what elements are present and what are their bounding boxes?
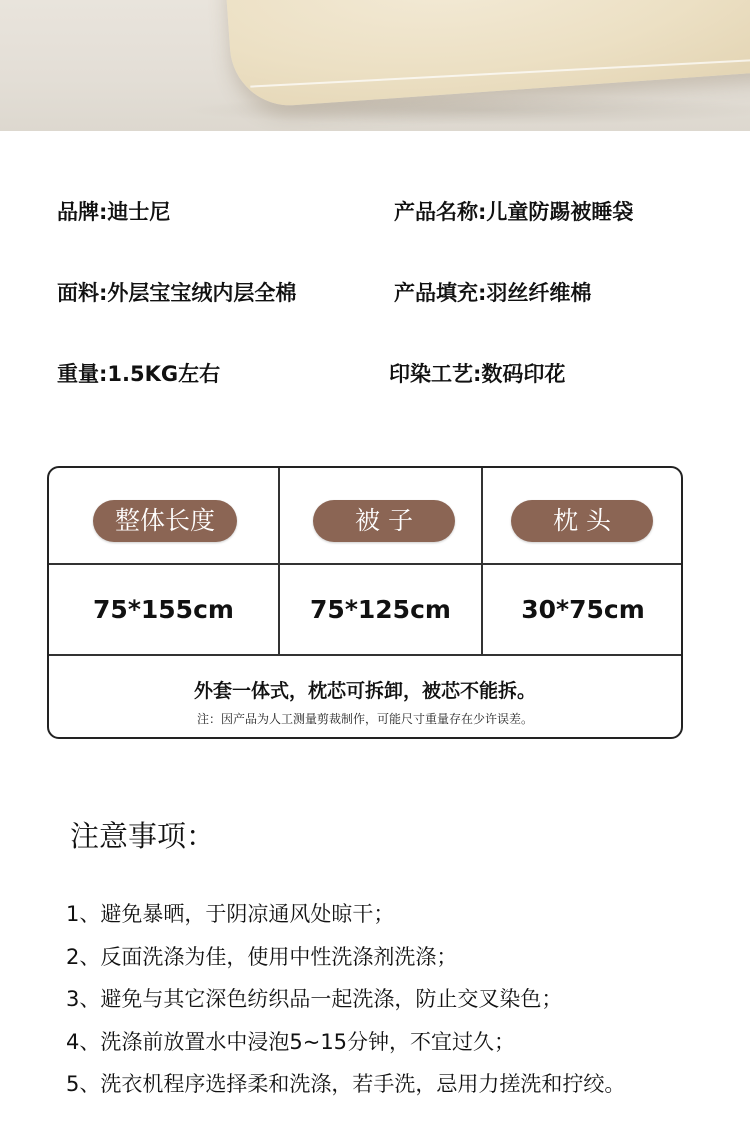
- column-divider: [278, 468, 280, 656]
- table-divider: [49, 654, 681, 656]
- spec-weight: 重量:1.5KG左右: [57, 362, 221, 386]
- sleeping-bag-image: [223, 0, 750, 109]
- header-overall-length: 整体长度: [93, 500, 237, 542]
- spec-brand: 品牌:迪士尼: [57, 200, 171, 224]
- table-disclaimer: 注：因产品为人工测量剪裁制作，可能尺寸重量存在少许误差。: [196, 712, 533, 726]
- column-divider: [481, 468, 483, 656]
- product-photo: [0, 0, 750, 131]
- header-pillow: 枕 头: [511, 500, 653, 542]
- size-table: [47, 466, 683, 739]
- care-list: [66, 898, 625, 1111]
- spec-product-name: 产品名称:儿童防踢被睡袋: [394, 200, 634, 224]
- care-title: 注意事项：: [70, 819, 216, 853]
- care-item: 2、反面洗涤为佳，使用中性洗涤剂洗涤；: [66, 944, 458, 969]
- spec-filling: 产品填充:羽丝纤维棉: [394, 281, 592, 305]
- value-overall-length: 75*155cm: [93, 595, 234, 624]
- value-pillow: 30*75cm: [521, 595, 645, 624]
- care-item: 5、洗衣机程序选择柔和洗涤，若手洗，忌用力搓洗和拧绞。: [66, 1072, 626, 1096]
- care-item: 3、避免与其它深色纺织品一起洗涤，防止交叉染色；: [66, 987, 563, 1011]
- header-quilt: 被 子: [313, 500, 455, 542]
- table-divider: [49, 563, 681, 565]
- spec-printing: 印染工艺:数码印花: [389, 362, 566, 386]
- care-item: 4、洗涤前放置水中浸泡5~15分钟，不宜过久；: [66, 1029, 516, 1054]
- spec-fabric: 面料:外层宝宝绒内层全棉: [57, 281, 297, 305]
- value-quilt: 75*125cm: [310, 595, 451, 624]
- table-note: 外套一体式，枕芯可拆卸，被芯不能拆。: [193, 680, 536, 702]
- care-item: 1、避免暴晒，于阴凉通风处晾干；: [66, 902, 395, 926]
